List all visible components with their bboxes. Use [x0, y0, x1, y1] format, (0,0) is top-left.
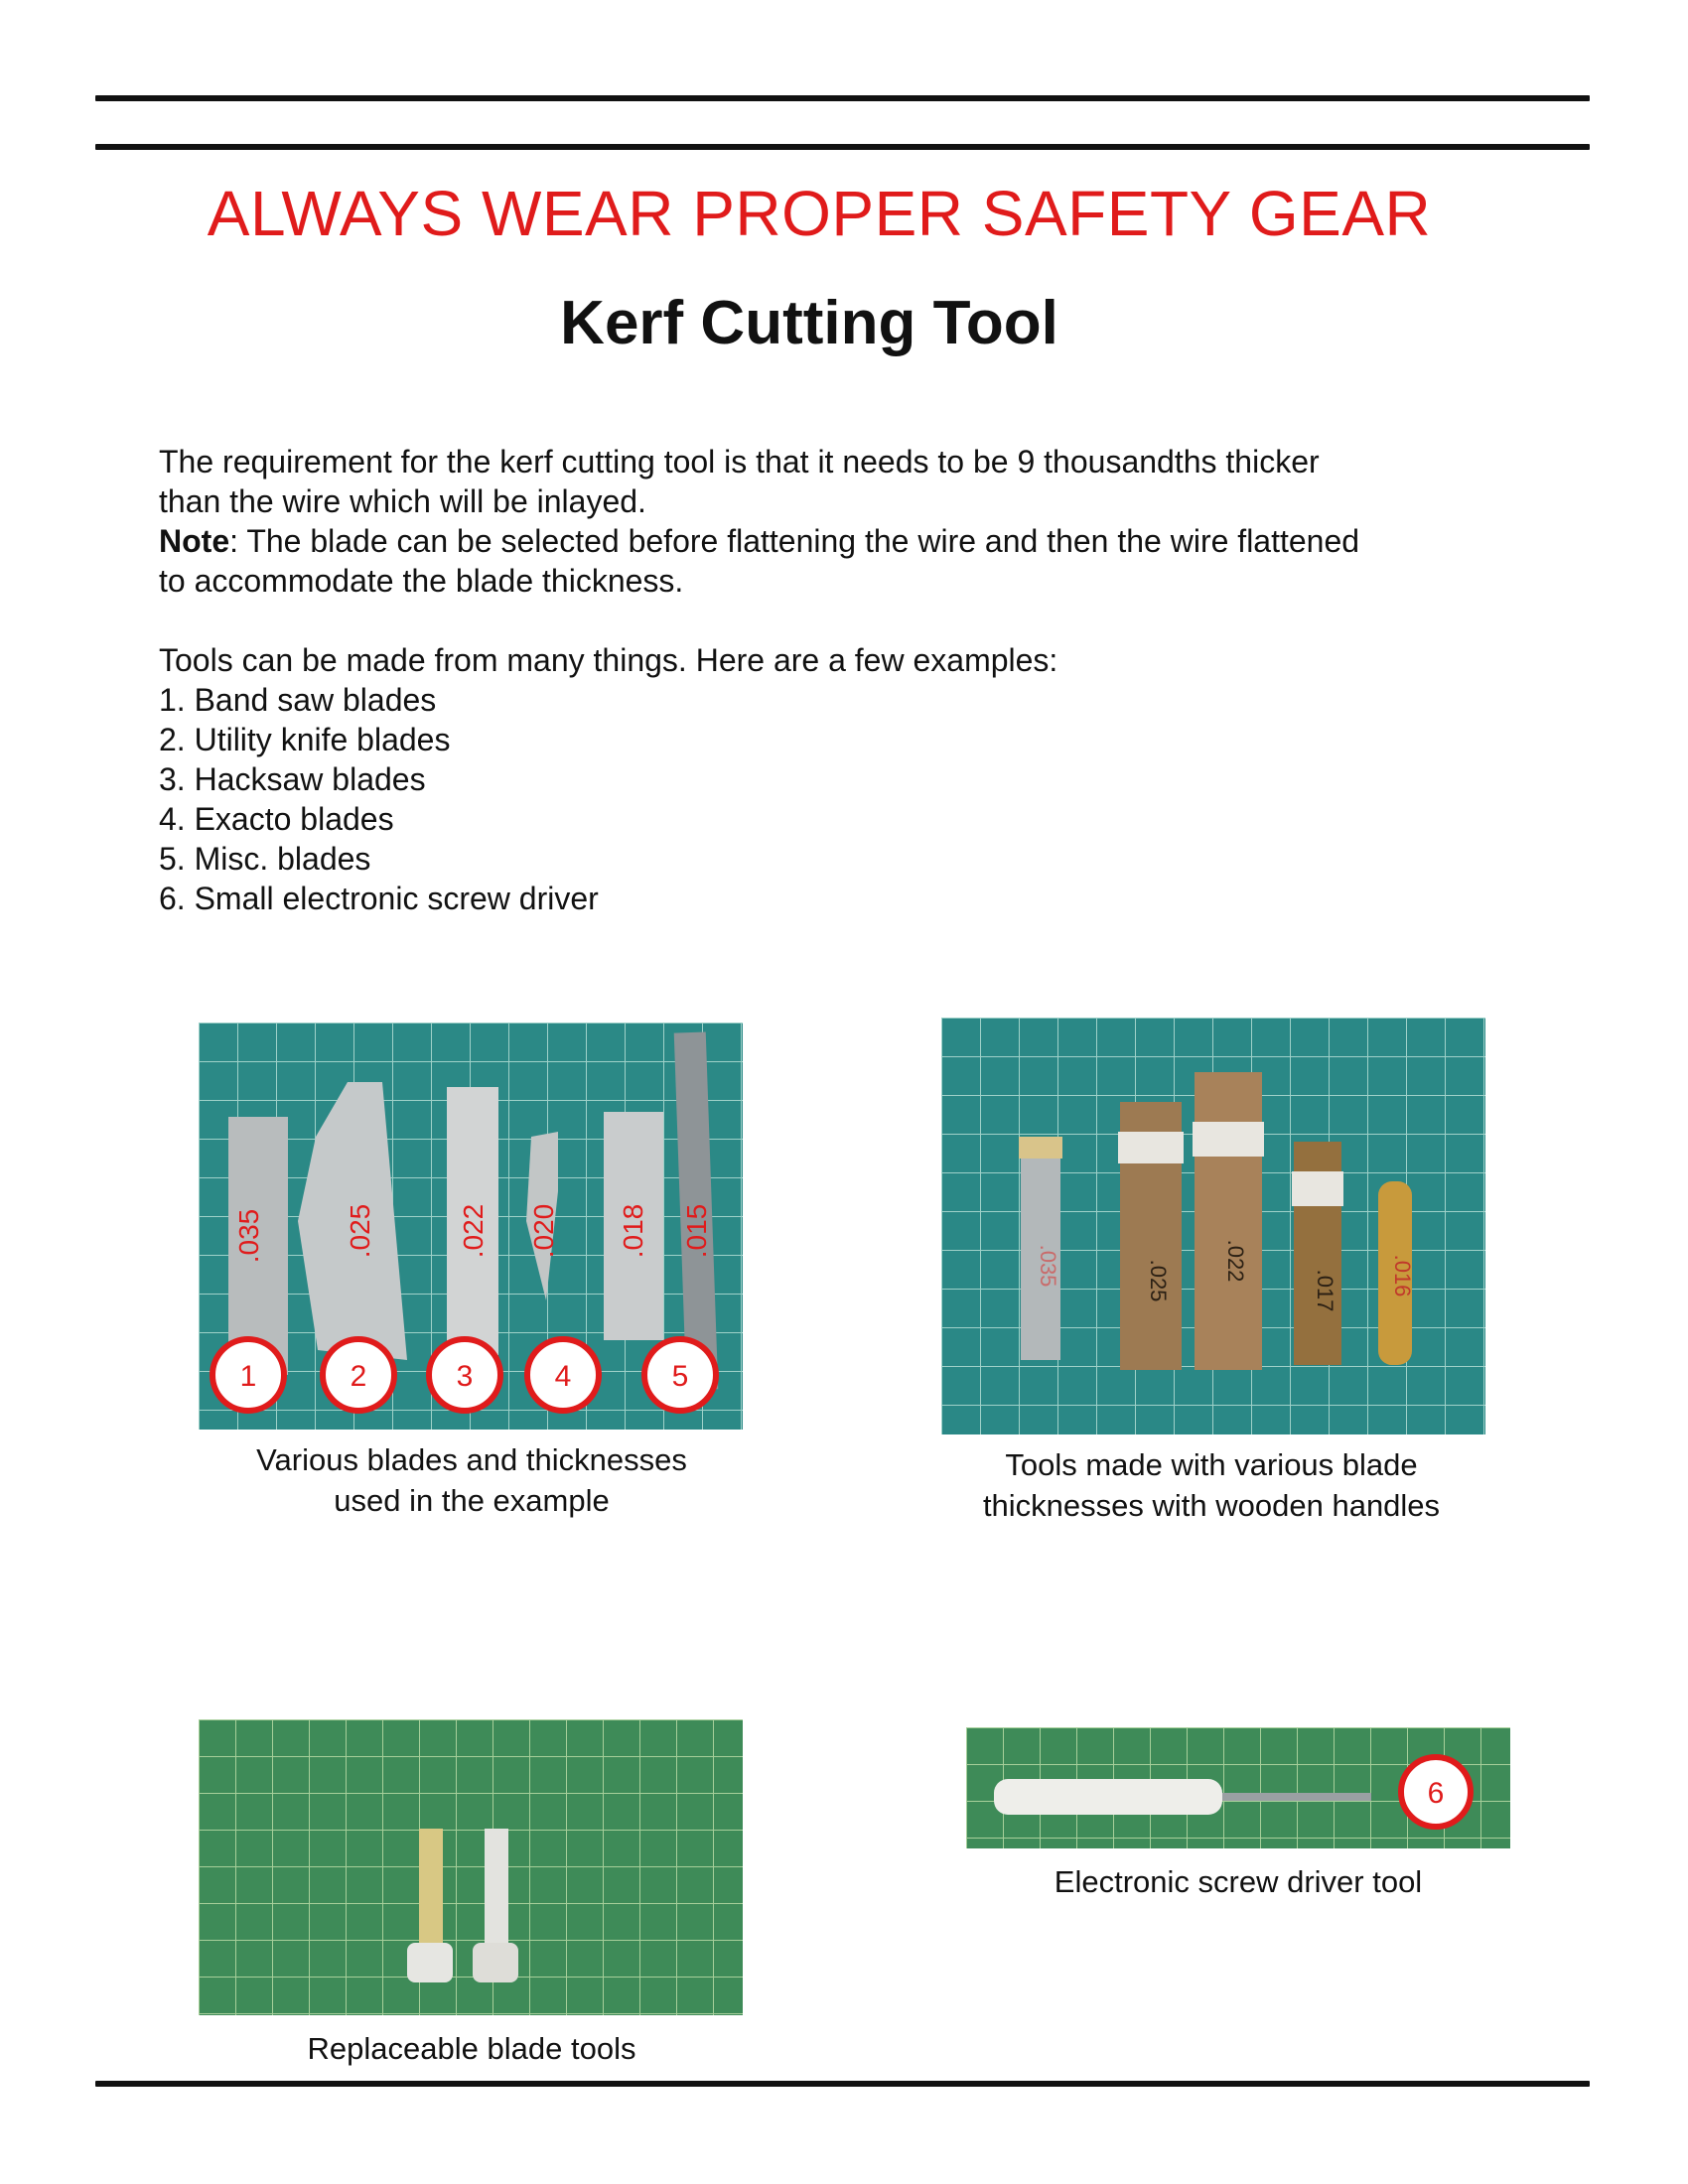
blades-caption-line-1: Various blades and thicknesses [256, 1442, 687, 1477]
tools-list [159, 680, 1450, 918]
handle-label: .025 [1146, 1259, 1171, 1302]
screwdriver-caption-text: Electronic screw driver tool [1054, 1864, 1423, 1899]
screwdriver-photo-svg [966, 1727, 1510, 1848]
replaceable-tool-1-cap [407, 1943, 453, 1982]
list-item: 6. Small electronic screw driver [159, 881, 599, 916]
handles-photo [941, 1018, 1485, 1434]
handle-label: .035 [1036, 1244, 1060, 1288]
screwdriver-photo [966, 1727, 1510, 1848]
tools-intro: Tools can be made from many things. Here are a few examples: [159, 642, 1058, 678]
list-item: 1. Band saw blades [159, 682, 437, 718]
handle-label: .016 [1390, 1254, 1415, 1297]
intro-line-2: than the wire which will be inlayed. [159, 483, 646, 519]
marker-6-text: 6 [1427, 1777, 1445, 1810]
blades-photo-svg [199, 1023, 743, 1430]
blades-photo [199, 1023, 743, 1430]
screwdriver-shaft [1222, 1793, 1371, 1801]
tool-3 [1195, 1072, 1262, 1370]
handles-caption-line-1: Tools made with various blade [1005, 1447, 1418, 1482]
note-line-2: to accommodate the blade thickness. [159, 563, 684, 599]
note-text-1: : The blade can be selected before flattening the wire and then the wire flattened [229, 523, 1360, 559]
top-rule-2 [95, 144, 1590, 150]
tool-1-band [1019, 1137, 1062, 1159]
intro-paragraph [159, 442, 1450, 601]
replaceable-caption [174, 2028, 770, 2069]
replaceable-tool-1-shaft [419, 1829, 443, 1948]
marker-2-text: 2 [350, 1360, 367, 1393]
note-line-1 [159, 521, 1450, 561]
replaceable-photo-svg [199, 1719, 743, 2015]
replaceable-photo [199, 1719, 743, 2015]
blades-caption-line-2: used in the example [334, 1483, 610, 1518]
handle-label: .017 [1313, 1269, 1337, 1312]
list-item: 3. Hacksaw blades [159, 761, 426, 797]
list-item: 2. Utility knife blades [159, 722, 451, 757]
handles-caption-line-2: thicknesses with wooden handles [982, 1488, 1441, 1523]
safety-warning: ALWAYS WEAR PROPER SAFETY GEAR [207, 178, 1432, 249]
tool-4-wrap [1292, 1171, 1343, 1206]
intro-line-1: The requirement for the kerf cutting tool is that it needs to be 9 thousandths thicker [159, 444, 1320, 479]
thickness-label: .018 [618, 1203, 648, 1259]
blades-caption [174, 1439, 770, 1521]
handles-caption [914, 1444, 1509, 1526]
marker-3-text: 3 [456, 1360, 474, 1393]
marker-1-text: 1 [239, 1360, 257, 1393]
thickness-label: .022 [458, 1203, 489, 1259]
handles-photo-svg [941, 1018, 1485, 1434]
list-item: 4. Exacto blades [159, 801, 394, 837]
page-title: Kerf Cutting Tool [560, 289, 1058, 357]
marker-4-text: 4 [554, 1360, 572, 1393]
thickness-label: .015 [681, 1203, 712, 1259]
bottom-rule [95, 2081, 1590, 2087]
replaceable-caption-text: Replaceable blade tools [307, 2031, 636, 2066]
thickness-label: .035 [233, 1208, 264, 1264]
screwdriver-handle [994, 1779, 1222, 1815]
thickness-label: .025 [345, 1203, 375, 1259]
handle-label: .022 [1223, 1239, 1248, 1283]
thickness-label: .020 [528, 1203, 559, 1259]
list-item: 5. Misc. blades [159, 841, 371, 877]
tool-2-wrap [1118, 1132, 1184, 1163]
tools-section [159, 640, 1450, 918]
screwdriver-caption [940, 1861, 1536, 1902]
replaceable-tool-2-cap [473, 1943, 518, 1982]
marker-5-text: 5 [671, 1360, 689, 1393]
replaceable-tool-2-shaft [485, 1829, 508, 1948]
note-label: Note [159, 523, 230, 559]
tool-3-wrap [1193, 1122, 1264, 1157]
top-rule-1 [95, 95, 1590, 101]
